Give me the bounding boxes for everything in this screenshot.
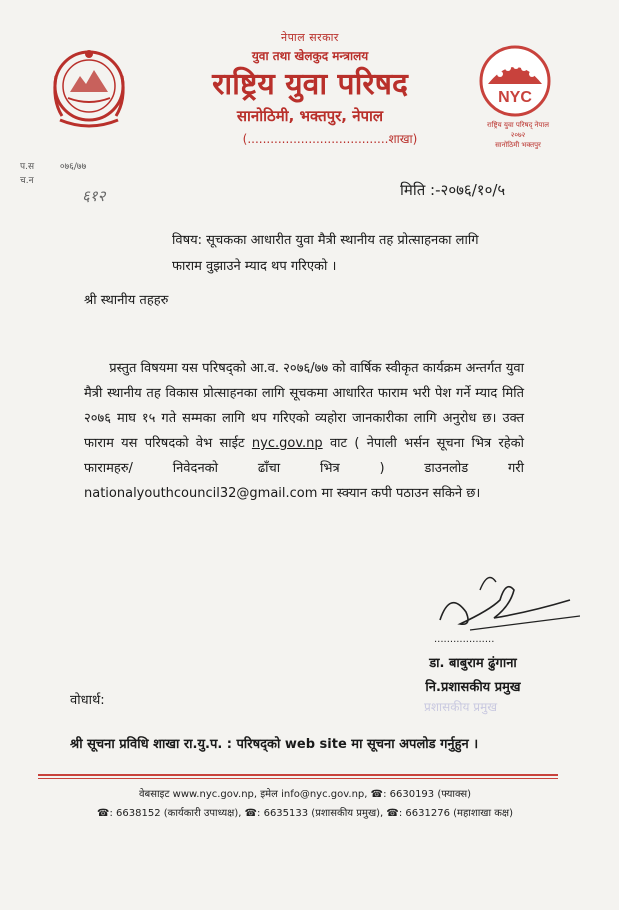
subject-line-2: फाराम वुझाउने म्याद थप गरिएको । bbox=[172, 259, 337, 274]
nyc-caption-year: २०७२ bbox=[510, 131, 526, 139]
office-stamp: प्रशासकीय प्रमुख bbox=[424, 700, 498, 714]
footer-divider-thin bbox=[38, 778, 558, 779]
nepal-emblem-logo bbox=[48, 40, 130, 135]
subject-line-1: विषय: सूचकका आधारीत युवा मैत्री स्थानीय तह प्रोत्साहनका लागि bbox=[172, 233, 479, 248]
council-name: राष्ट्रिय युवा परिषद bbox=[212, 67, 408, 102]
letterhead bbox=[150, 30, 470, 147]
body-part-2: वाट ( नेपाली भर्सन सूचना भित्र रहेको फारामहरु/ निवेदनको ढाँचा भित्र ) डाउनलोड गरी bbox=[84, 436, 525, 476]
signatory-title: नि.प्रशासकीय प्रमुख bbox=[425, 680, 521, 695]
salutation: श्री स्थानीय तहहरु bbox=[84, 293, 169, 308]
signature-dotted-line: ................... bbox=[434, 634, 495, 645]
handwritten-signature bbox=[430, 560, 580, 650]
body-part-3: मा स्क्यान कपी पठाउन सकिने छ। bbox=[321, 486, 481, 501]
nyc-logo-caption bbox=[468, 120, 568, 150]
body-part-1: प्रस्तुत विषयमा यस परिषद्‌को आ.व. २०७६/७७ को वार्षिक स्वीकृत कार्यक्रम अन्तर्गत युवा मैत्री स्थानीय तह विकास प्रोत्साहनका लागि सूचकमा आधारित फाराम भरी पेश गर्ने म्याद मिति २०७६ माघ १५ गते सम्मका लागि थप गरिएको व्यहोरा जानकारीका लागि अनुरोध छ। उक्त फाराम यस परिषदको वेभ साईट bbox=[84, 361, 525, 451]
cc-label: वोधार्थ: bbox=[70, 693, 105, 708]
letter-body bbox=[84, 356, 524, 506]
government-name: नेपाल सरकार bbox=[281, 31, 339, 44]
branch-field: (.....................................शाखा) bbox=[242, 132, 418, 146]
nyc-logo-text: NYC bbox=[498, 89, 532, 106]
letter-date: मिति :-२०७६/१०/५ bbox=[400, 181, 506, 199]
subject bbox=[172, 228, 552, 280]
ref-fiscal-year: ०७६/७७ bbox=[59, 162, 87, 172]
nyc-caption-place: सानोठिमी भक्तपुर bbox=[495, 141, 541, 149]
cc-recipient: श्री सूचना प्रविधि शाखा रा.यु.प. : परिषद्‌को web site मा सूचना अपलोड गर्नुहुन । bbox=[70, 737, 479, 752]
council-address: सानोठिमी, भक्तपुर, नेपाल bbox=[236, 107, 384, 125]
nyc-caption-name: राष्ट्रिय युवा परिषद् नेपाल bbox=[487, 121, 549, 129]
footer-contact-line-2: ☎: 6638152 (कार्यकारी उपाध्यक्ष), ☎: 6635133 (प्रशासकीय प्रमुख), ☎: 6631276 (महाशाखा कक्ष) bbox=[97, 808, 513, 819]
signatory bbox=[388, 652, 558, 700]
nyc-logo bbox=[478, 44, 552, 118]
reference-labels bbox=[20, 160, 86, 188]
ministry-name: युवा तथा खेलकुद मन्त्रालय bbox=[251, 49, 369, 63]
signatory-name: डा. बाबुराम ढुंगाना bbox=[429, 656, 517, 671]
reference-number: ६१२ bbox=[82, 187, 106, 205]
email-address[interactable]: nationalyouthcouncil32@gmail.com bbox=[84, 486, 318, 501]
website-link[interactable]: nyc.gov.np bbox=[251, 436, 323, 451]
footer-contact-line-1: वेबसाइट www.nyc.gov.np, इमेल info@nyc.gov.np, ☎: 6630193 (फ्याक्स) bbox=[138, 789, 472, 800]
ref-label-ps: प.स bbox=[20, 162, 35, 172]
footer-divider bbox=[38, 774, 558, 776]
ref-label-cn: च.न bbox=[20, 176, 34, 186]
